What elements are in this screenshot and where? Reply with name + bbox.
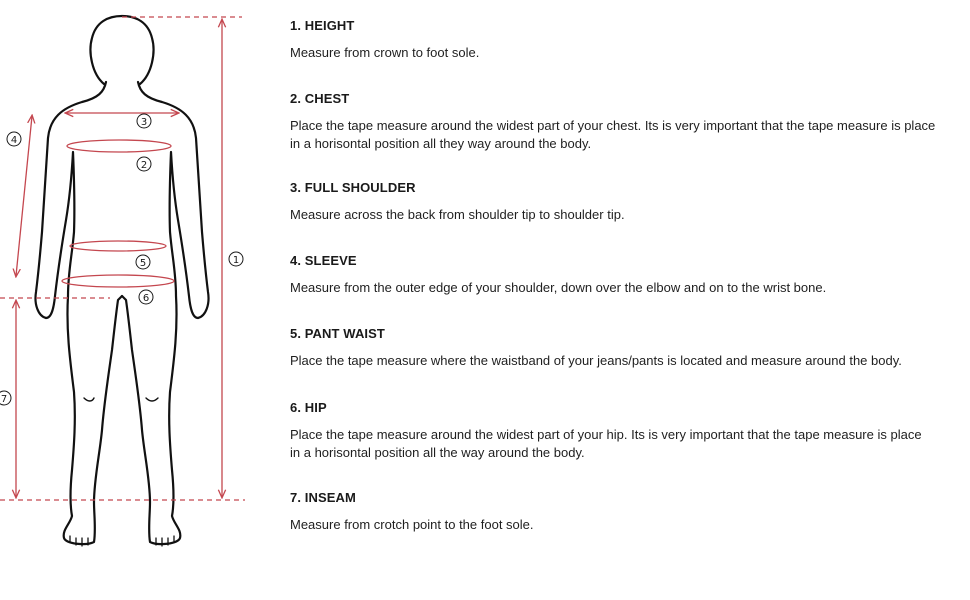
measurement-description [290,426,922,462]
left-knee-mark [84,398,94,401]
measurement-title: 5. PANT WAIST [290,326,385,341]
measurement-description [290,44,479,62]
measurement-instructions [290,0,970,600]
measurement-description [290,352,902,370]
description-line: Place the tape measure around the widest part of your hip. Its is very important that the tape measure is place [290,427,922,442]
description-line: in a horisontal position all they way around the body. [290,136,592,151]
description-line: Measure across the back from shoulder tip to shoulder tip. [290,207,625,222]
description-line: Place the tape measure where the waistband of your jeans/pants is located and measure around the body. [290,353,902,368]
callout-number: 6 [142,293,150,304]
hip-ellipse [62,275,174,287]
body-measurement-diagram [0,0,290,600]
measurement-title: 7. INSEAM [290,490,356,505]
callout-number: 2 [140,160,148,171]
callout-number: 4 [10,135,18,146]
description-line: Measure from the outer edge of your shoulder, down over the elbow and on to the wrist bone. [290,280,827,295]
measurement-description [290,206,625,224]
callout-7 [0,391,11,405]
callout-3 [137,114,151,128]
measurement-description [290,516,534,534]
callout-number: 5 [139,258,147,269]
measurement-title: 4. SLEEVE [290,253,357,268]
callout-1 [229,252,243,266]
chest-ellipse [67,140,171,152]
measurement-title: 1. HEIGHT [290,18,355,33]
callout-number: 3 [140,117,148,128]
measurement-title: 6. HIP [290,400,327,415]
measurement-description [290,279,826,297]
callout-number: 7 [0,394,8,405]
callout-6 [139,290,153,304]
measurement-description [290,117,935,153]
description-line: Measure from crotch point to the foot sole. [290,517,534,532]
callout-2 [137,157,151,171]
callout-number: 1 [232,255,240,266]
head-outline [91,16,154,84]
description-line: Measure from crown to foot sole. [290,45,480,60]
description-line: in a horisontal position all the way around the body. [290,445,585,460]
callout-5 [136,255,150,269]
callout-4 [7,132,21,146]
measurement-guides [0,17,245,500]
description-line: Place the tape measure around the widest part of your chest. Its is very important that the tape measure is place [290,118,936,133]
measurement-title: 3. FULL SHOULDER [290,180,416,195]
right-knee-mark [146,398,158,401]
waist-ellipse [70,241,166,251]
measurement-title: 2. CHEST [290,91,350,106]
